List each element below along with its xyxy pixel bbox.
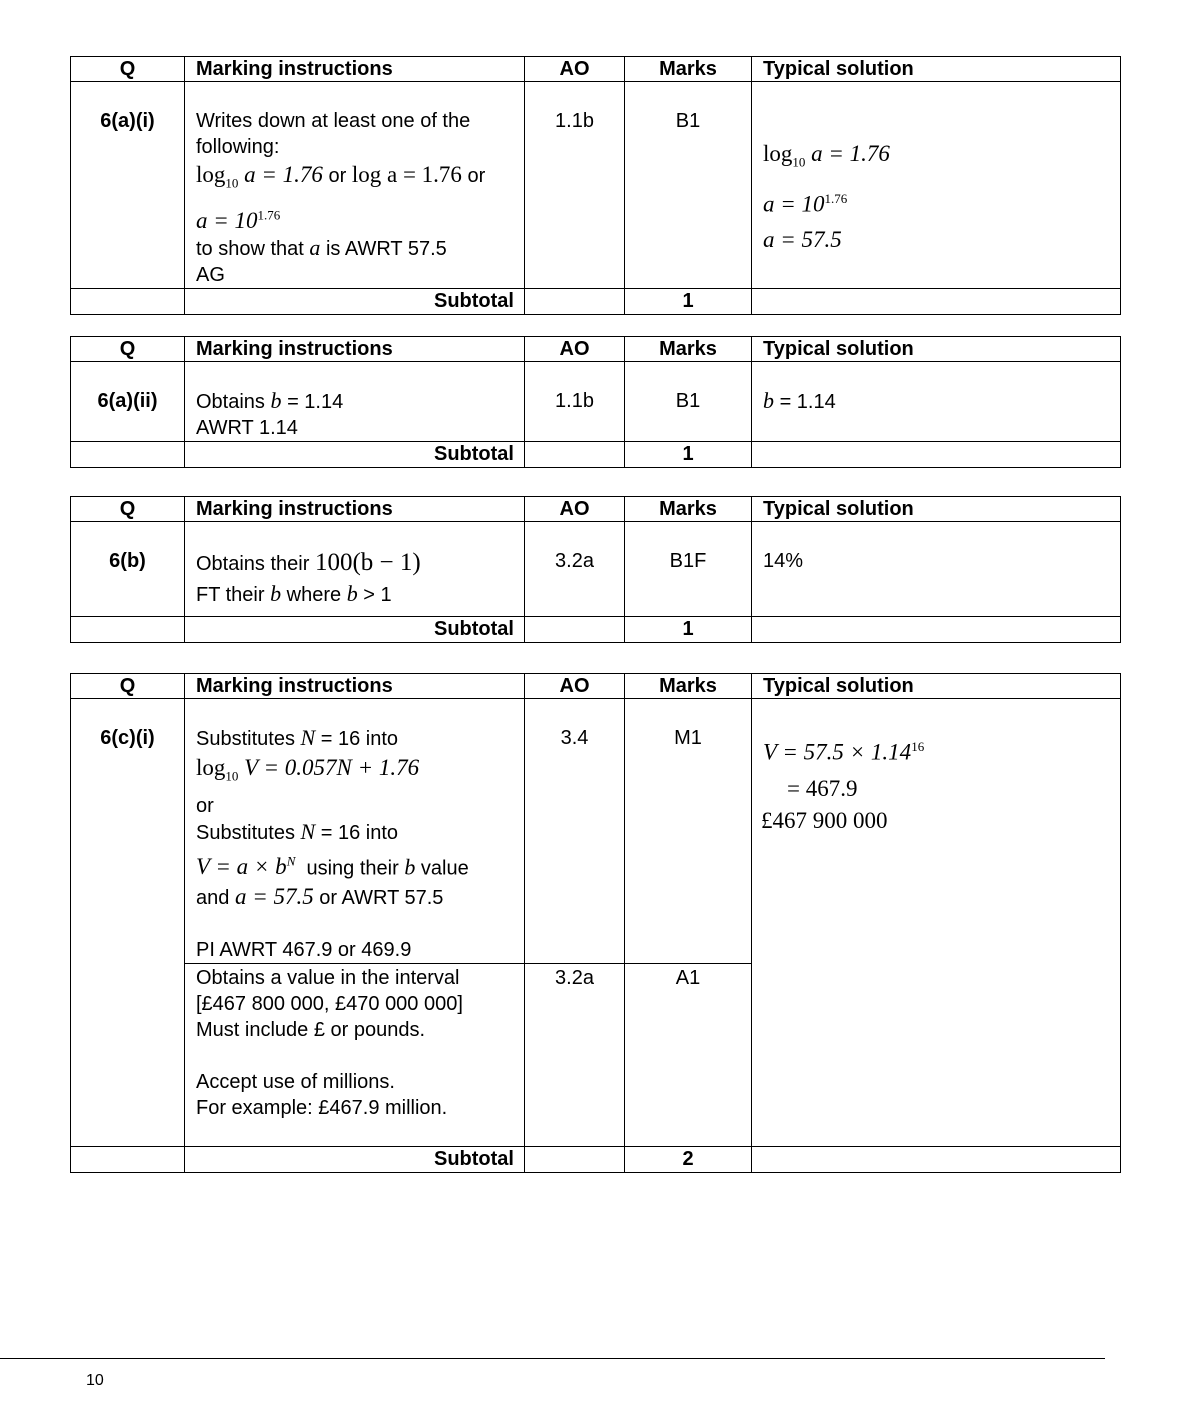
mi-line: Substitutes N = 16 into (196, 818, 399, 844)
marks-value: B1 (625, 82, 752, 289)
subtotal-marks: 2 (625, 1147, 752, 1173)
mi-equation-log: $\log_{10} V = 0.057N + 1.76$ (196, 755, 420, 784)
mi-line: and a = 57.5 or AWRT 57.5 (196, 884, 444, 910)
marks-value: B1F (625, 522, 752, 617)
header-typical-solution: Typical solution (752, 674, 1121, 699)
or-text: or (328, 165, 347, 187)
header-typical-solution: Typical solution (752, 497, 1121, 522)
subtotal-row (71, 289, 1121, 315)
mi-line: PI AWRT 467.9 or 469.9 (196, 939, 412, 962)
table-row (71, 362, 1121, 442)
header-ao: AO (525, 57, 625, 82)
ts-log-line: $\log_{10} a = 1.76$ (763, 141, 890, 170)
ts-money: £467 900 000 (761, 807, 888, 833)
header-marking-instructions: Marking instructions (185, 497, 525, 522)
header-marking-instructions: Marking instructions (185, 57, 525, 82)
header-typical-solution: Typical solution (752, 57, 1121, 82)
marking-instructions (185, 522, 525, 617)
header-typical-solution: Typical solution (752, 337, 1121, 362)
table-header-row (71, 497, 1121, 522)
table-header-row (71, 57, 1121, 82)
subtotal-label: Subtotal (185, 442, 525, 468)
mi-line: or (196, 794, 214, 817)
subtotal-label: Subtotal (185, 289, 525, 315)
page-number: 10 (86, 1372, 104, 1389)
subtotal-row (71, 617, 1121, 643)
ao-value: 3.2a (525, 522, 625, 617)
header-marks: Marks (625, 497, 752, 522)
question-number: 6(c)(i) (71, 699, 185, 1147)
table-row (71, 82, 1121, 289)
mi-show-line: to show that a is AWRT 57.5 (196, 235, 447, 261)
marking-instructions (185, 699, 525, 964)
header-marks: Marks (625, 57, 752, 82)
mi-line: following: (196, 136, 280, 158)
mi-line: [£467 800 000, £470 000 000] (196, 993, 463, 1016)
subtotal-label: Subtotal (185, 1147, 525, 1173)
header-marks: Marks (625, 674, 752, 699)
header-q: Q (71, 337, 185, 362)
mi-log-line (196, 162, 516, 197)
math-a-power: $a = 10^{1.76}$ (196, 207, 281, 234)
mi-line: Must include £ or pounds. (196, 1019, 426, 1042)
mi-a-line (196, 203, 516, 236)
question-number: 6(a)(ii) (71, 362, 185, 442)
ao-value: 3.4 (525, 699, 625, 964)
marks-value: B1 (625, 362, 752, 442)
mi-line: AWRT 1.14 (196, 417, 298, 439)
subtotal-row (71, 1147, 1121, 1173)
mark-table-6ai (70, 56, 1121, 315)
ts-power-line: $a = 10^{1.76}$ (763, 190, 848, 217)
subtotal-row (71, 442, 1121, 468)
mi-ag: AG (196, 264, 225, 287)
mark-table-6b (70, 496, 1121, 643)
mark-table-6ci (70, 673, 1121, 1173)
ao-value: 1.1b (525, 82, 625, 289)
mi-line: Writes down at least one of the (196, 110, 471, 132)
typical-solution: 14% (752, 522, 1121, 617)
mi-line: Obtains a value in the interval (196, 967, 460, 990)
marks-value: M1 (625, 699, 752, 964)
ts-line: = 467.9 (787, 775, 858, 801)
header-ao: AO (525, 497, 625, 522)
table-header-row (71, 337, 1121, 362)
header-ao: AO (525, 337, 625, 362)
table-row (71, 522, 1121, 617)
mi-line: Accept use of millions. (196, 1071, 395, 1094)
typical-solution: b = 1.14 (752, 362, 1121, 442)
typical-solution (752, 82, 1121, 289)
ts-value-line: a = 57.5 (763, 227, 842, 253)
math-log: $\log_{10} a = 1.76$ (196, 162, 323, 191)
marking-instructions (185, 964, 525, 1147)
header-q: Q (71, 497, 185, 522)
ao-value: 3.2a (525, 964, 625, 1147)
question-number: 6(a)(i) (71, 82, 185, 289)
subtotal-marks: 1 (625, 617, 752, 643)
table-header-row (71, 674, 1121, 699)
header-q: Q (71, 674, 185, 699)
mi-line: Obtains their 100(b − 1) (196, 549, 421, 576)
ao-value: 1.1b (525, 362, 625, 442)
subtotal-marks: 1 (625, 289, 752, 315)
header-q: Q (71, 57, 185, 82)
table-row (71, 699, 1121, 964)
marking-instructions (185, 362, 525, 442)
mi-line: FT their b where b > 1 (196, 581, 392, 606)
header-ao: AO (525, 674, 625, 699)
header-marking-instructions: Marking instructions (185, 674, 525, 699)
marking-instructions (185, 82, 525, 289)
typical-solution (752, 699, 1121, 1147)
math-loga: log a = 1.76 (351, 162, 462, 187)
subtotal-label: Subtotal (185, 617, 525, 643)
mark-table-6aii (70, 336, 1121, 468)
header-marks: Marks (625, 337, 752, 362)
footer-rule (0, 1358, 1105, 1359)
mi-line: Obtains b = 1.14 (196, 388, 344, 413)
mi-line: For example: £467.9 million. (196, 1097, 448, 1120)
mi-line: Substitutes N = 16 into (196, 725, 399, 750)
question-number: 6(b) (71, 522, 185, 617)
subtotal-marks: 1 (625, 442, 752, 468)
header-marking-instructions: Marking instructions (185, 337, 525, 362)
or-text: or (467, 165, 486, 187)
marks-value: A1 (625, 964, 752, 1147)
mi-equation-power: $V = a \times b^N$ using their b value (196, 853, 469, 880)
ts-line: $V = 57.5 \times 1.14^{16}$ (763, 739, 925, 765)
